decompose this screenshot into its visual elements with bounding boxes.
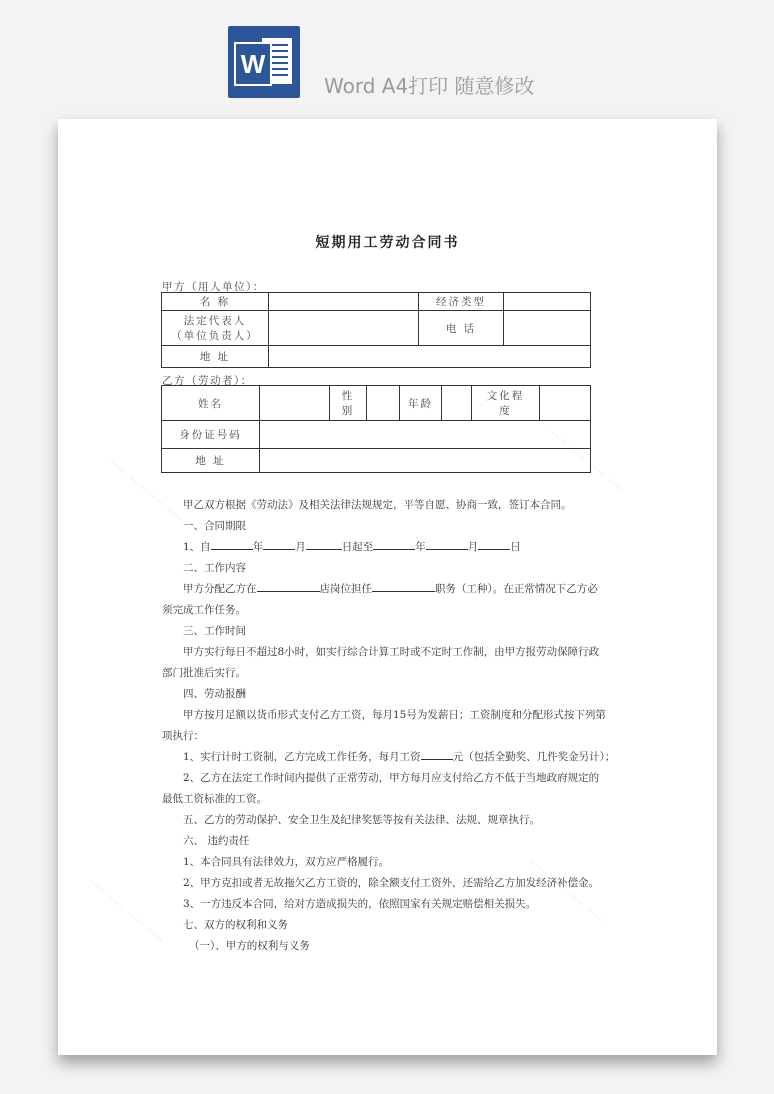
- unit-year: 年: [415, 541, 426, 553]
- label-address: 地 址: [162, 346, 269, 368]
- label-address: 地 址: [162, 449, 260, 473]
- value-cell[interactable]: [260, 449, 591, 473]
- blank-field[interactable]: [373, 537, 415, 550]
- paragraph-line: 部门批准后实行。: [162, 667, 246, 679]
- paragraph-line: 甲方实行每日不超过8小时，如实行综合计算工时或不定时工作制，由甲方报劳动保障行政: [183, 646, 600, 658]
- word-logo: [228, 26, 300, 98]
- label-legal-rep-line2: （单位负责人）: [171, 330, 259, 342]
- value-cell[interactable]: [367, 386, 400, 421]
- label-gender-line1: 性: [341, 390, 355, 402]
- label-id-number: 身份证号码: [162, 421, 260, 449]
- paragraph-line: 3、一方违反本合同，给对方造成损失的，依照国家有关规定赔偿相关损失。: [183, 898, 537, 910]
- label-phone: 电 话: [419, 311, 504, 346]
- value-cell[interactable]: [442, 386, 472, 421]
- subsection-heading: （一）、甲方的权利与义务: [189, 940, 310, 952]
- value-cell[interactable]: [504, 311, 591, 346]
- value-cell[interactable]: [260, 421, 591, 449]
- section-heading: 二、工作内容: [183, 562, 246, 574]
- text-span: 店岗位担任: [319, 583, 372, 595]
- label-age: 年龄: [400, 386, 442, 421]
- value-cell[interactable]: [540, 386, 591, 421]
- paragraph-line: 须完成工作任务。: [162, 604, 246, 616]
- paragraph-line: 项执行：: [162, 730, 204, 742]
- value-cell[interactable]: [269, 311, 419, 346]
- blank-field[interactable]: [426, 537, 468, 550]
- label-education: [472, 386, 540, 421]
- unit-month: 月: [467, 541, 479, 553]
- word-letter-icon: W: [234, 42, 272, 86]
- paragraph-line: 甲方按月足额以货币形式支付乙方工资，每月15号为发薪日；工资制度和分配形式按下列第: [183, 709, 606, 721]
- value-cell[interactable]: [504, 293, 591, 311]
- blank-field[interactable]: [263, 537, 295, 550]
- paragraph-line: [162, 747, 616, 768]
- paragraph-line: 2、甲方克扣或者无故拖欠乙方工资的，除全额支付工资外，还需给乙方加发经济补偿金。: [183, 877, 600, 889]
- document-page: [58, 119, 717, 1055]
- text-span: 职务（工种）。在正常情况下乙方必: [435, 583, 598, 595]
- paragraph-line: 1、本合同具有法律效力，双方应严格履行。: [183, 856, 390, 868]
- section-heading: 五、乙方的劳动保护、安全卫生及纪律奖惩等按有关法律、法规、规章执行。: [183, 814, 540, 826]
- section-heading: 七、双方的权利和义务: [183, 919, 288, 931]
- blank-field[interactable]: [421, 747, 453, 760]
- party-b-table: [161, 385, 591, 473]
- unit-year: 年: [252, 541, 264, 553]
- paragraph-line: 最低工资标准的工资。: [162, 793, 267, 805]
- value-cell[interactable]: [269, 346, 591, 368]
- label-education-line2: 度: [499, 405, 512, 417]
- value-cell[interactable]: [260, 386, 330, 421]
- watermark: [82, 870, 175, 953]
- label-name: 姓名: [162, 386, 260, 421]
- paragraph-line: [162, 579, 598, 600]
- label-name: 名 称: [162, 293, 269, 311]
- section-heading: 四、劳动报酬: [183, 688, 246, 700]
- blank-field[interactable]: [478, 537, 510, 550]
- blank-field[interactable]: [211, 537, 253, 550]
- party-a-table: [161, 292, 591, 368]
- document-title: 短期用工劳动合同书: [315, 235, 460, 251]
- unit-day: 日: [510, 541, 521, 553]
- value-cell[interactable]: [269, 293, 419, 311]
- text-span: 元（包括全勤奖、几件奖金另计）；: [452, 751, 616, 763]
- text-span: 1、实行计时工资制，乙方完成工作任务，每月工资: [183, 751, 421, 763]
- label-economic-type: 经济类型: [419, 293, 504, 311]
- blank-field[interactable]: [306, 537, 342, 550]
- contract-body: [162, 495, 616, 957]
- label-gender: [330, 386, 367, 421]
- unit-month: 月: [295, 541, 306, 553]
- unit-day-from: 日起至: [341, 541, 374, 553]
- party-a-label: 甲方（用人单位）：: [162, 281, 265, 293]
- text-span: 甲方分配乙方在: [183, 583, 257, 595]
- section-heading: 六、 违约责任: [183, 835, 250, 847]
- blank-field[interactable]: [257, 579, 320, 592]
- label-gender-line2: 别: [341, 405, 355, 417]
- section-heading: 三、工作时间: [183, 625, 246, 637]
- label-legal-rep-line1: 法定代表人: [183, 315, 247, 327]
- party-b-label: 乙方（劳动者）：: [162, 375, 253, 387]
- term-prefix: 1、自: [183, 541, 211, 553]
- label-legal-rep: [162, 311, 269, 346]
- blank-field[interactable]: [372, 579, 435, 592]
- term-line: [162, 537, 592, 558]
- paragraph-intro: 甲乙双方根据《劳动法》及相关法律法规规定，平等自愿、协商一致，签订本合同。: [183, 499, 572, 511]
- paragraph-line: 2、乙方在法定工作时间内提供了正常劳动，甲方每月应支付给乙方不低于当地政府规定的: [183, 772, 600, 784]
- label-education-line1: 文化程: [486, 390, 525, 402]
- header-caption: Word A4打印 随意修改: [324, 74, 535, 98]
- section-heading: 一、合同期限: [183, 520, 246, 532]
